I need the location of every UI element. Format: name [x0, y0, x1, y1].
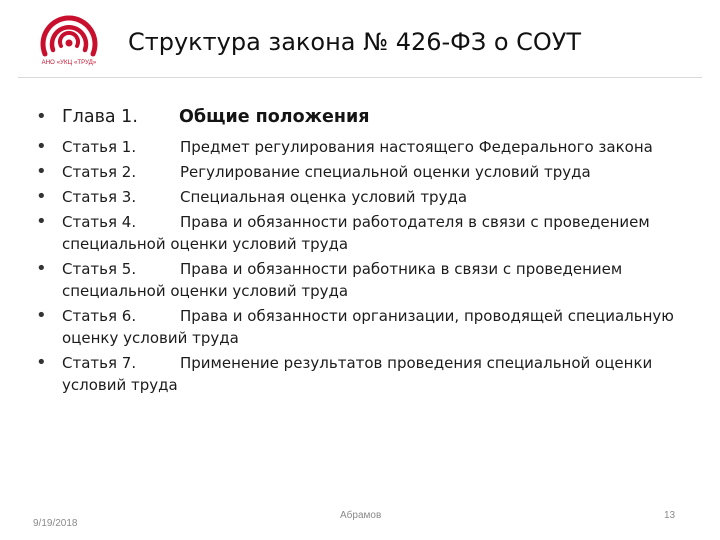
- list-item-article-1: [30, 136, 700, 158]
- item-label: Статья 7.: [62, 354, 137, 372]
- page-title: Структура закона № 426-ФЗ о СОУТ: [128, 28, 582, 56]
- list-item-article-6: [30, 305, 700, 349]
- bullet-icon: •: [36, 211, 47, 232]
- law-structure-list: [30, 104, 700, 399]
- bullet-icon: •: [36, 136, 47, 157]
- item-text: Права и обязанности организации, проводящей специальную оценку условий труда: [62, 307, 674, 347]
- bullet-icon: •: [36, 305, 47, 326]
- footer-author: Абрамов: [340, 510, 382, 521]
- item-text: Регулирование специальной оценки условий труда: [180, 163, 591, 181]
- item-text: Предмет регулирования настоящего Федерального закона: [180, 138, 653, 156]
- item-label: Статья 4.: [62, 213, 137, 231]
- logo-caption: АНО «УКЦ «ТРУД»: [41, 60, 97, 66]
- item-label: Статья 6.: [62, 307, 137, 325]
- bullet-icon: •: [36, 161, 47, 182]
- item-text: Права и обязанности работодателя в связи с проведением специальной оценки условий труда: [62, 213, 650, 253]
- footer-date: 9/19/2018: [33, 518, 78, 529]
- item-label: Статья 3.: [62, 188, 137, 206]
- bullet-icon: •: [36, 258, 47, 279]
- logo: [30, 10, 108, 76]
- bullet-icon: •: [36, 106, 47, 127]
- item-label: Статья 5.: [62, 260, 137, 278]
- bullet-icon: •: [36, 352, 47, 373]
- list-item-article-5: [30, 258, 700, 302]
- list-item-article-7: [30, 352, 700, 396]
- header-divider: [18, 77, 702, 78]
- list-item-chapter-1: [30, 104, 700, 130]
- page-number: 13: [664, 510, 676, 521]
- list-item-article-4: [30, 211, 700, 255]
- item-label: Статья 1.: [62, 138, 137, 156]
- list-item-article-2: [30, 161, 700, 183]
- item-label: Статья 2.: [62, 163, 137, 181]
- bullet-icon: •: [36, 186, 47, 207]
- item-text: Применение результатов проведения специальной оценки условий труда: [62, 354, 653, 394]
- item-label: Глава 1.: [62, 107, 138, 127]
- item-text: Общие положения: [179, 107, 370, 127]
- list-item-article-3: [30, 186, 700, 208]
- item-text: Права и обязанности работника в связи с проведением специальной оценки условий труда: [62, 260, 623, 300]
- signal-waves-icon: [36, 10, 102, 60]
- item-text: Специальная оценка условий труда: [180, 188, 468, 206]
